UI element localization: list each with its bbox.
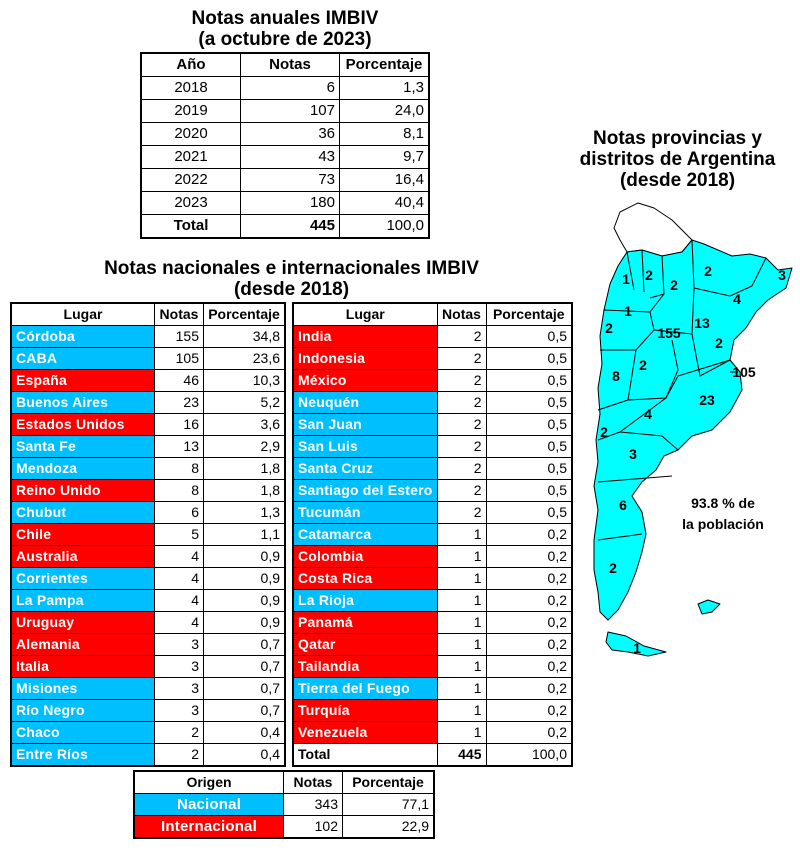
- places-title-line1: Notas nacionales e internacionales IMBIV: [104, 258, 479, 279]
- place-name-cell: Tucumán: [293, 502, 437, 524]
- places-right-header-pct: Porcentaje: [486, 303, 572, 326]
- place-notes-cell: 4: [155, 568, 204, 590]
- place-row: [293, 436, 572, 458]
- place-name-cell: México: [293, 370, 437, 392]
- annual-total-pct: 100,0: [340, 215, 430, 239]
- map-label-2e: 2: [715, 335, 723, 351]
- annual-total-notes: 445: [241, 215, 340, 239]
- annual-row: [141, 169, 429, 192]
- map-title: [560, 128, 795, 191]
- places-right-header-row: [293, 303, 572, 326]
- place-pct-cell: 0,7: [204, 634, 286, 656]
- annual-notes-cell: 107: [241, 100, 340, 123]
- place-notes-cell: 1: [437, 524, 486, 546]
- place-pct-cell: 0,2: [486, 546, 572, 568]
- map-label-3b: 3: [629, 446, 637, 462]
- place-pct-cell: 0,4: [204, 722, 286, 744]
- place-notes-cell: 2: [155, 744, 204, 767]
- place-name-cell: Corrientes: [11, 568, 155, 590]
- population-note: [668, 493, 778, 535]
- origin-pct-cell: 22,9: [343, 816, 435, 839]
- annual-row: [141, 100, 429, 123]
- place-notes-cell: 1: [437, 678, 486, 700]
- annual-header-year: Año: [141, 53, 241, 77]
- place-pct-cell: 1,1: [204, 524, 286, 546]
- place-row: [11, 370, 285, 392]
- origin-header-pct: Porcentaje: [343, 771, 435, 794]
- place-pct-cell: 0,5: [486, 348, 572, 370]
- place-row: [11, 590, 285, 612]
- map-label-2b: 2: [670, 277, 678, 293]
- place-pct-cell: 0,2: [486, 612, 572, 634]
- place-pct-cell: 0,2: [486, 568, 572, 590]
- map-label-23: 23: [699, 392, 715, 408]
- place-name-cell: Córdoba: [11, 326, 155, 348]
- annual-pct-cell: 16,4: [340, 169, 430, 192]
- origin-notes-cell: 102: [284, 816, 343, 839]
- places-total-pct: 100,0: [486, 744, 572, 767]
- place-pct-cell: 0,2: [486, 700, 572, 722]
- place-name-cell: Misiones: [11, 678, 155, 700]
- annual-pct-cell: 40,4: [340, 192, 430, 215]
- map-label-4a: 4: [733, 291, 741, 307]
- annual-notes-cell: 43: [241, 146, 340, 169]
- place-notes-cell: 23: [155, 392, 204, 414]
- places-left-header-row: [11, 303, 285, 326]
- map-title-line3: (desde 2018): [619, 170, 736, 191]
- place-pct-cell: 0,9: [204, 546, 286, 568]
- place-pct-cell: 0,2: [486, 590, 572, 612]
- place-pct-cell: 0,9: [204, 590, 286, 612]
- places-table-right: [292, 302, 573, 767]
- place-pct-cell: 0,5: [486, 502, 572, 524]
- annual-year-cell: 2023: [141, 192, 241, 215]
- place-pct-cell: 10,3: [204, 370, 286, 392]
- place-notes-cell: 155: [155, 326, 204, 348]
- places-total-label: Total: [293, 744, 437, 767]
- place-pct-cell: 0,2: [486, 656, 572, 678]
- place-name-cell: Colombia: [293, 546, 437, 568]
- origin-table: [133, 770, 435, 839]
- place-notes-cell: 3: [155, 678, 204, 700]
- annual-title: [140, 8, 430, 50]
- place-row: [293, 502, 572, 524]
- map-malvinas: [698, 600, 720, 614]
- place-row: [11, 458, 285, 480]
- annual-title-line1: Notas anuales IMBIV: [191, 8, 379, 29]
- place-name-cell: La Pampa: [11, 590, 155, 612]
- place-pct-cell: 0,5: [486, 370, 572, 392]
- map-label-6: 6: [619, 497, 627, 513]
- place-notes-cell: 2: [155, 722, 204, 744]
- place-name-cell: India: [293, 326, 437, 348]
- place-pct-cell: 5,2: [204, 392, 286, 414]
- map-label-2d: 2: [605, 320, 613, 336]
- place-row: [293, 326, 572, 348]
- place-pct-cell: 0,2: [486, 524, 572, 546]
- place-notes-cell: 4: [155, 546, 204, 568]
- place-pct-cell: 0,5: [486, 480, 572, 502]
- place-notes-cell: 3: [155, 700, 204, 722]
- place-row: [293, 656, 572, 678]
- place-name-cell: CABA: [11, 348, 155, 370]
- annual-pct-cell: 1,3: [340, 77, 430, 100]
- place-row: [11, 502, 285, 524]
- places-title-line2: (desde 2018): [233, 279, 350, 300]
- place-row: [11, 326, 285, 348]
- place-notes-cell: 1: [437, 590, 486, 612]
- place-notes-cell: 3: [155, 634, 204, 656]
- place-pct-cell: 2,9: [204, 436, 286, 458]
- map-country-fill: [594, 240, 792, 620]
- map-title-line2: distritos de Argentina: [579, 149, 776, 170]
- place-name-cell: Mendoza: [11, 458, 155, 480]
- place-notes-cell: 1: [437, 656, 486, 678]
- place-row: [293, 568, 572, 590]
- places-right-header-place: Lugar: [293, 303, 437, 326]
- place-pct-cell: 0,2: [486, 722, 572, 744]
- place-notes-cell: 2: [437, 326, 486, 348]
- place-name-cell: Alemania: [11, 634, 155, 656]
- map-region-uncovered: [614, 203, 692, 256]
- place-pct-cell: 0,9: [204, 612, 286, 634]
- origin-row: [134, 794, 434, 816]
- place-row: [293, 634, 572, 656]
- place-name-cell: Reino Unido: [11, 480, 155, 502]
- annual-total-row: [141, 215, 429, 239]
- place-name-cell: La Rioja: [293, 590, 437, 612]
- place-pct-cell: 0,5: [486, 414, 572, 436]
- place-name-cell: Costa Rica: [293, 568, 437, 590]
- place-row: [293, 370, 572, 392]
- place-name-cell: Qatar: [293, 634, 437, 656]
- place-name-cell: Tierra del Fuego: [293, 678, 437, 700]
- annual-notes-cell: 6: [241, 77, 340, 100]
- place-row: [11, 348, 285, 370]
- place-notes-cell: 46: [155, 370, 204, 392]
- map-label-2c: 2: [704, 263, 712, 279]
- place-pct-cell: 1,3: [204, 502, 286, 524]
- map-label-1b: 1: [624, 303, 632, 319]
- origin-header-notes: Notas: [284, 771, 343, 794]
- place-notes-cell: 4: [155, 590, 204, 612]
- place-name-cell: Entre Ríos: [11, 744, 155, 767]
- place-name-cell: Chubut: [11, 502, 155, 524]
- place-pct-cell: 0,9: [204, 568, 286, 590]
- place-notes-cell: 5: [155, 524, 204, 546]
- place-name-cell: Chaco: [11, 722, 155, 744]
- place-notes-cell: 2: [437, 348, 486, 370]
- places-left-header-pct: Porcentaje: [204, 303, 286, 326]
- place-row: [293, 722, 572, 744]
- place-name-cell: Santa Cruz: [293, 458, 437, 480]
- place-row: [11, 480, 285, 502]
- annual-total-label: Total: [141, 215, 241, 239]
- place-row: [293, 546, 572, 568]
- place-pct-cell: 0,7: [204, 678, 286, 700]
- place-name-cell: Australia: [11, 546, 155, 568]
- annual-header-notes: Notas: [241, 53, 340, 77]
- origin-name-cell: Internacional: [134, 816, 284, 839]
- place-notes-cell: 16: [155, 414, 204, 436]
- annual-notes-cell: 180: [241, 192, 340, 215]
- place-name-cell: Catamarca: [293, 524, 437, 546]
- place-name-cell: Buenos Aires: [11, 392, 155, 414]
- place-notes-cell: 1: [437, 612, 486, 634]
- place-name-cell: Turquía: [293, 700, 437, 722]
- place-row: [11, 656, 285, 678]
- place-row: [11, 436, 285, 458]
- place-pct-cell: 0,2: [486, 634, 572, 656]
- place-row: [11, 414, 285, 436]
- places-table-left: [10, 302, 286, 767]
- annual-row: [141, 123, 429, 146]
- annual-notes-cell: 36: [241, 123, 340, 146]
- place-row: [293, 590, 572, 612]
- place-notes-cell: 2: [437, 370, 486, 392]
- places-title: [10, 258, 573, 300]
- place-row: [293, 524, 572, 546]
- annual-pct-cell: 9,7: [340, 146, 430, 169]
- annual-row: [141, 146, 429, 169]
- place-notes-cell: 1: [437, 722, 486, 744]
- map-label-13: 13: [694, 315, 710, 331]
- annual-year-cell: 2022: [141, 169, 241, 192]
- origin-header-origin: Origen: [134, 771, 284, 794]
- place-notes-cell: 2: [437, 392, 486, 414]
- places-total-notes: 445: [437, 744, 486, 767]
- place-name-cell: Chile: [11, 524, 155, 546]
- map-label-2f: 2: [639, 357, 647, 373]
- annual-year-cell: 2020: [141, 123, 241, 146]
- place-row: [293, 348, 572, 370]
- place-pct-cell: 0,7: [204, 700, 286, 722]
- map-label-3a: 3: [778, 267, 786, 283]
- place-row: [293, 612, 572, 634]
- place-notes-cell: 8: [155, 458, 204, 480]
- place-notes-cell: 2: [437, 502, 486, 524]
- origin-notes-cell: 343: [284, 794, 343, 816]
- place-notes-cell: 105: [155, 348, 204, 370]
- annual-row: [141, 192, 429, 215]
- map-label-8: 8: [612, 368, 620, 384]
- map-label-2h: 2: [609, 560, 617, 576]
- places-right-header-notes: Notas: [437, 303, 486, 326]
- place-notes-cell: 1: [437, 634, 486, 656]
- place-row: [11, 700, 285, 722]
- place-row: [11, 392, 285, 414]
- annual-year-cell: 2019: [141, 100, 241, 123]
- place-row: [293, 458, 572, 480]
- place-name-cell: Indonesia: [293, 348, 437, 370]
- map-label-105: 105: [732, 364, 756, 380]
- place-pct-cell: 3,6: [204, 414, 286, 436]
- place-row: [11, 722, 285, 744]
- place-name-cell: Italia: [11, 656, 155, 678]
- place-name-cell: Neuquén: [293, 392, 437, 414]
- place-notes-cell: 2: [437, 436, 486, 458]
- map-label-4b: 4: [644, 406, 652, 422]
- argentina-map: [582, 200, 797, 662]
- origin-row: [134, 816, 434, 839]
- place-notes-cell: 1: [437, 700, 486, 722]
- place-pct-cell: 0,2: [486, 678, 572, 700]
- map-label-1a: 1: [622, 271, 630, 287]
- map-label-2g: 2: [600, 424, 608, 440]
- place-notes-cell: 2: [437, 458, 486, 480]
- place-name-cell: San Luis: [293, 436, 437, 458]
- annual-header-pct: Porcentaje: [340, 53, 430, 77]
- place-name-cell: Estados Unidos: [11, 414, 155, 436]
- place-pct-cell: 0,5: [486, 458, 572, 480]
- place-row: [11, 744, 285, 767]
- places-left-header-place: Lugar: [11, 303, 155, 326]
- place-row: [11, 612, 285, 634]
- place-pct-cell: 0,7: [204, 656, 286, 678]
- place-notes-cell: 2: [437, 414, 486, 436]
- map-label-155: 155: [657, 325, 681, 341]
- place-notes-cell: 6: [155, 502, 204, 524]
- map-label-2a: 2: [645, 267, 653, 283]
- place-notes-cell: 3: [155, 656, 204, 678]
- place-pct-cell: 0,5: [486, 326, 572, 348]
- origin-name-cell: Nacional: [134, 794, 284, 816]
- place-row: [293, 414, 572, 436]
- place-pct-cell: 1,8: [204, 458, 286, 480]
- place-name-cell: Panamá: [293, 612, 437, 634]
- place-name-cell: España: [11, 370, 155, 392]
- place-notes-cell: 1: [437, 568, 486, 590]
- place-row: [11, 524, 285, 546]
- origin-pct-cell: 77,1: [343, 794, 435, 816]
- place-notes-cell: 13: [155, 436, 204, 458]
- place-notes-cell: 1: [437, 546, 486, 568]
- place-row: [293, 392, 572, 414]
- place-name-cell: San Juan: [293, 414, 437, 436]
- place-pct-cell: 0,5: [486, 392, 572, 414]
- place-pct-cell: 1,8: [204, 480, 286, 502]
- place-name-cell: Uruguay: [11, 612, 155, 634]
- annual-notes-cell: 73: [241, 169, 340, 192]
- place-row: [293, 678, 572, 700]
- places-total-row: [293, 744, 572, 767]
- annual-header-row: [141, 53, 429, 77]
- population-line1: 93.8 % de: [691, 495, 755, 511]
- place-pct-cell: 23,6: [204, 348, 286, 370]
- population-line2: la población: [682, 516, 764, 532]
- place-notes-cell: 4: [155, 612, 204, 634]
- place-row: [293, 480, 572, 502]
- places-left-header-notes: Notas: [155, 303, 204, 326]
- place-name-cell: Santa Fe: [11, 436, 155, 458]
- place-name-cell: Venezuela: [293, 722, 437, 744]
- place-pct-cell: 0,5: [486, 436, 572, 458]
- place-row: [293, 700, 572, 722]
- place-name-cell: Río Negro: [11, 700, 155, 722]
- annual-pct-cell: 8,1: [340, 123, 430, 146]
- place-pct-cell: 0,4: [204, 744, 286, 767]
- map-label-1c: 1: [633, 640, 641, 656]
- place-notes-cell: 2: [437, 480, 486, 502]
- annual-pct-cell: 24,0: [340, 100, 430, 123]
- map-title-line1: Notas provincias y: [593, 128, 762, 149]
- place-row: [11, 546, 285, 568]
- place-row: [11, 568, 285, 590]
- annual-row: [141, 77, 429, 100]
- annual-year-cell: 2018: [141, 77, 241, 100]
- origin-header-row: [134, 771, 434, 794]
- place-row: [11, 634, 285, 656]
- annual-table: [140, 52, 430, 239]
- place-notes-cell: 8: [155, 480, 204, 502]
- place-pct-cell: 34,8: [204, 326, 286, 348]
- place-row: [11, 678, 285, 700]
- place-name-cell: Tailandia: [293, 656, 437, 678]
- annual-title-line2: (a octubre de 2023): [198, 29, 372, 50]
- place-name-cell: Santiago del Estero: [293, 480, 437, 502]
- annual-year-cell: 2021: [141, 146, 241, 169]
